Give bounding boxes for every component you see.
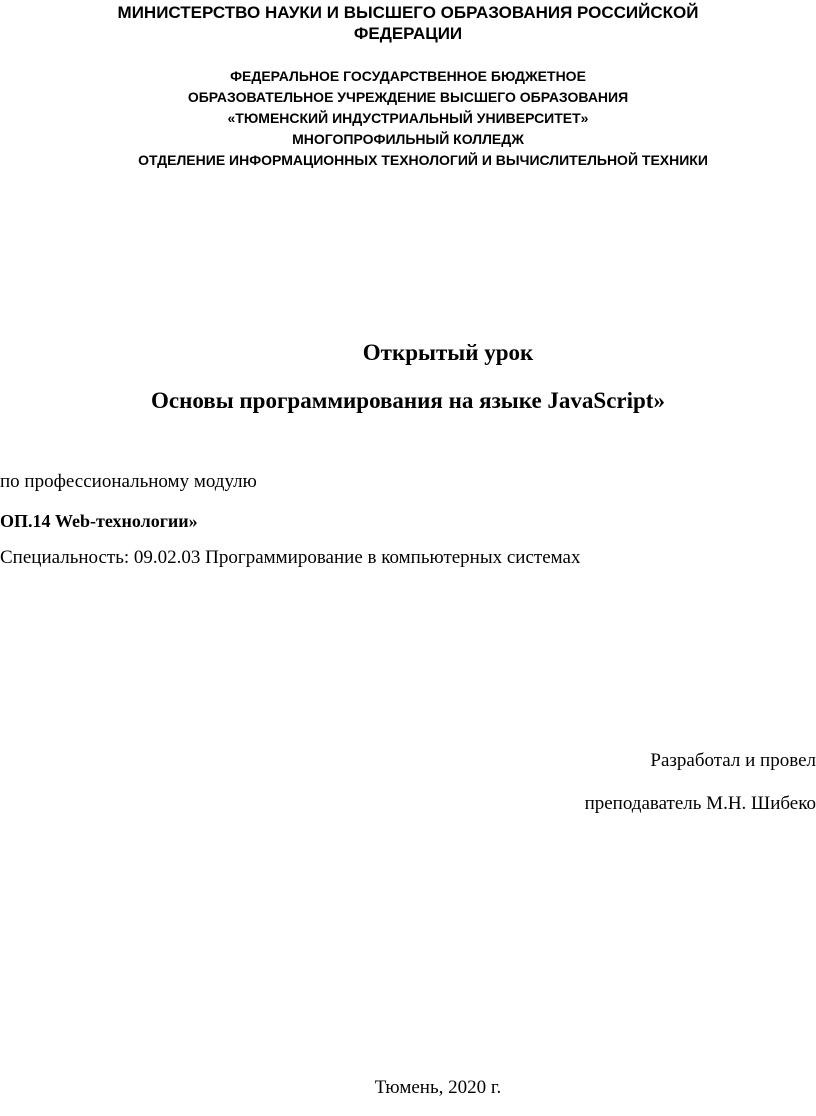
organization-block (0, 66, 816, 171)
department-line: ОТДЕЛЕНИЕ ИНФОРМАЦИОННЫХ ТЕХНОЛОГИЙ И ВЫЧИСЛИТЕЛЬНОЙ ТЕХНИКИ (138, 152, 708, 168)
org-line-2: ОБРАЗОВАТЕЛЬНОЕ УЧРЕЖДЕНИЕ ВЫСШЕГО ОБРАЗОВАНИЯ (187, 89, 629, 105)
author-role: Разработал и провел (650, 750, 816, 771)
ministry-line-2: ФЕДЕРАЦИИ (353, 24, 463, 43)
module-label: по профессиональному модулю (0, 471, 257, 492)
ministry-line-1: МИНИСТЕРСТВО НАУКИ И ВЫСШЕГО ОБРАЗОВАНИЯ РОССИЙСКОЙ (117, 3, 699, 22)
author-name: преподаватель М.Н. Шибеко (584, 793, 816, 814)
org-line-4: МНОГОПРОФИЛЬНЫЙ КОЛЛЕДЖ (292, 131, 524, 147)
specialty-line: Специальность: 09.02.03 Программирование в компьютерных системах (0, 547, 581, 568)
org-line-3: «ТЮМЕНСКИЙ ИНДУСТРИАЛЬНЫЙ УНИВЕРСИТЕТ» (227, 110, 589, 126)
city-year: Тюмень, 2020 г. (374, 1077, 502, 1098)
lesson-type-title: Открытый урок (362, 340, 534, 365)
lesson-topic-title: Основы программирования на языке JavaScript» (151, 388, 665, 413)
org-line-1: ФЕДЕРАЛЬНОЕ ГОСУДАРСТВЕННОЕ БЮДЖЕТНОЕ (230, 68, 586, 84)
module-name: ОП.14 Web-технологии» (0, 511, 198, 531)
ministry-heading (0, 2, 816, 44)
